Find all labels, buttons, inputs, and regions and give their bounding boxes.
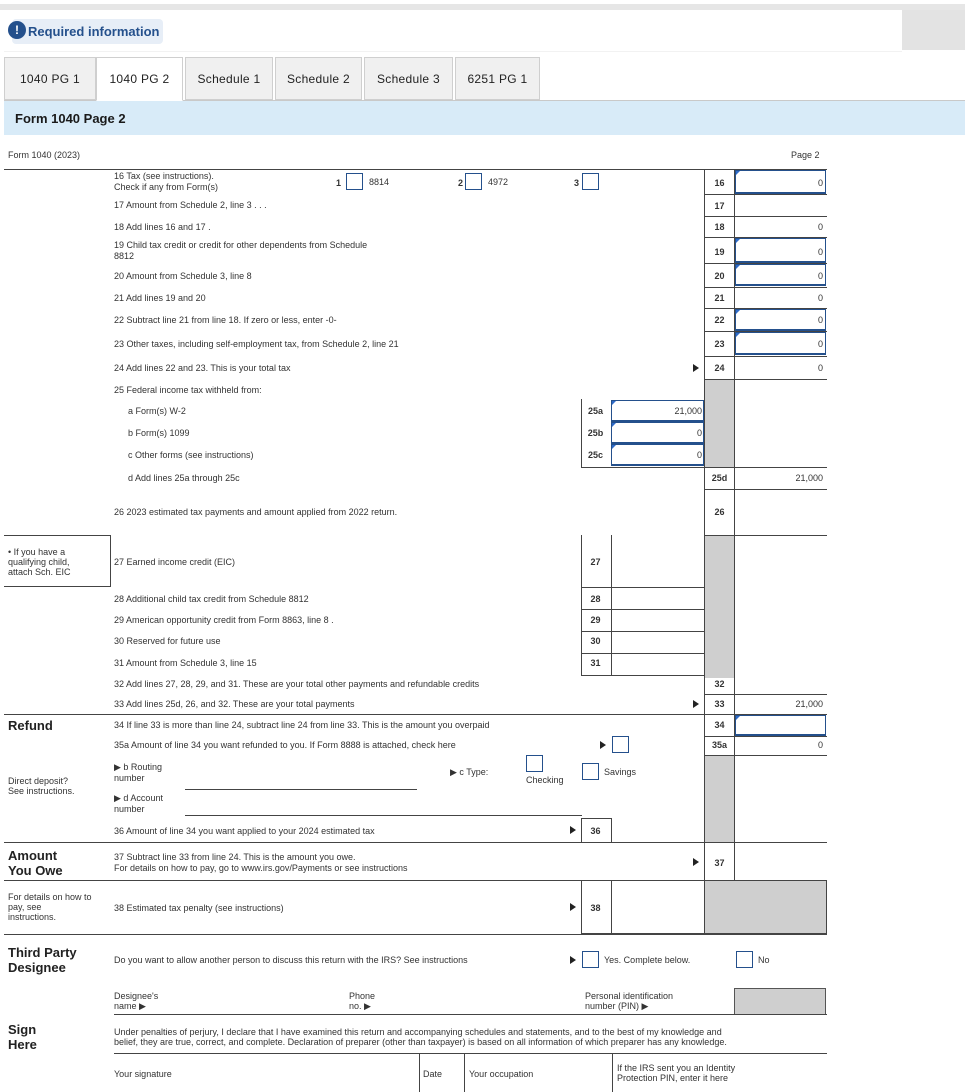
divider [611,880,612,934]
amount-owe-title: Amount You Owe [8,848,63,878]
line28-label: 28 Additional child tax credit from Schedule 8812 [114,594,309,604]
divider [4,586,110,587]
tab-1040-pg2[interactable]: 1040 PG 2 [96,57,183,101]
line-number: 34 [714,720,725,730]
designee-yes-checkbox[interactable] [582,951,599,968]
page-title: Form 1040 Page 2 [4,101,965,135]
arrow-icon [693,700,699,708]
designee-no-label: No [758,955,770,965]
line25d-value: 21,000 [795,473,823,483]
account-type-label: ▶ c Type: [450,767,489,777]
line25a-label: a Form(s) W-2 [128,406,186,416]
line-number: 19 [714,247,725,257]
divider [114,1053,827,1054]
shaded-cell [705,380,734,467]
line-number: 30 [590,636,601,646]
divider [581,675,705,676]
divider [581,631,705,632]
line-number: 37 [714,858,725,868]
divider [581,653,705,654]
designee-phone-label: Phone no. ▶ [349,991,376,1011]
line25b-label: b Form(s) 1099 [128,428,190,438]
divider [611,535,612,676]
divider [611,818,612,842]
line16-label-2: Check if any from Form(s) [114,182,219,192]
line34-label: 34 If line 33 is more than line 24, subtract line 24 from line 33. This is the amount you overpaid [114,720,490,730]
line-number: 25d [711,473,728,483]
tab-6251-pg1[interactable]: 6251 PG 1 [455,57,540,100]
line33-label: 33 Add lines 25d, 26, and 32. These are your total payments [114,699,355,709]
line-number: 24 [714,363,725,373]
shaded-cell [705,756,734,842]
line19-label-2: 8812 [114,251,135,261]
divider [464,1053,465,1092]
divider [581,609,705,610]
line-number: 31 [590,658,601,668]
line16-cb1-num: 1 [336,178,342,188]
line24-value: 0 [817,363,823,373]
line27-label: 27 Earned income credit (EIC) [114,557,236,567]
divider [612,1053,613,1092]
line22-value: 0 [817,315,823,325]
line20-value: 0 [817,271,823,281]
line38-label: 38 Estimated tax penalty (see instructions) [114,903,284,913]
line23-label: 23 Other taxes, including self-employment tax, from Schedule 2, line 21 [114,339,399,349]
form-1040-page2 [0,135,965,1092]
routing-label: ▶ b Routing number [114,762,162,783]
divider [4,714,827,715]
line25c-label: c Other forms (see instructions) [128,450,254,460]
line34-input[interactable] [735,715,826,736]
savings-checkbox[interactable] [582,763,599,780]
line17-label: 17 Amount from Schedule 2, line 3 . . . [114,200,267,210]
form-8814-label: 8814 [369,177,390,187]
designee-no-checkbox[interactable] [736,951,753,968]
divider [704,489,827,490]
tab-schedule-2[interactable]: Schedule 2 [275,57,362,100]
line-number: 22 [714,315,725,325]
sign-here-title: Sign Here [8,1022,37,1052]
designee-name-label: Designee's name ▶ [114,991,159,1011]
divider [581,818,611,819]
line25-label: 25 Federal income tax withheld from: [114,385,262,395]
line30-label: 30 Reserved for future use [114,636,221,646]
tab-schedule-3[interactable]: Schedule 3 [364,57,453,100]
line23-value: 0 [817,339,823,349]
form-4972-label: 4972 [488,177,509,187]
line37-label-2: For details on how to pay, go to www.irs.gov/Payments or see instructions [114,863,408,873]
line-number: 35a [711,740,728,750]
page-label: Page 2 [791,150,820,160]
line24-label: 24 Add lines 22 and 23. This is your total tax [114,363,291,373]
line20-label: 20 Amount from Schedule 3, line 8 [114,271,252,281]
account-number-field[interactable] [185,815,582,816]
divider [4,535,110,536]
divider [419,1053,420,1092]
routing-number-field[interactable] [185,789,417,790]
divider [704,736,827,737]
line32-label: 32 Add lines 27, 28, 29, and 31. These are your total other payments and refundable credits [114,679,480,689]
line25b-value: 0 [696,428,702,438]
line-number: 36 [590,826,601,836]
line37-label: 37 Subtract line 33 from line 24. This is the amount you owe. [114,852,356,862]
line19-label: 19 Child tax credit or credit for other dependents from Schedule [114,240,368,250]
tab-schedule-1[interactable]: Schedule 1 [185,57,273,100]
line22-label: 22 Subtract line 21 from line 18. If zero or less, enter -0- [114,315,337,325]
line25a-value: 21,000 [674,406,702,416]
divider [4,842,827,843]
divider [110,535,111,587]
third-party-question: Do you want to allow another person to discuss this return with the IRS? See instructions [114,955,468,965]
line29-label: 29 American opportunity credit from Form 8863, line 8 . [114,615,334,625]
divider [704,694,827,695]
line-number: 38 [590,903,601,913]
line18-label: 18 Add lines 16 and 17 . [114,222,211,232]
line-number: 17 [714,201,725,211]
ip-pin-label: If the IRS sent you an Identity Protection PIN, enter it here [617,1063,736,1083]
shaded-cell [705,536,734,678]
alert-icon: ! [8,21,26,39]
occupation-label: Your occupation [469,1069,534,1079]
line-number: 33 [714,699,725,709]
line16-value: 0 [817,178,823,188]
divider [114,1014,827,1015]
line25d-label: d Add lines 25a through 25c [128,473,240,483]
arrow-icon [570,826,576,834]
arrow-icon [570,903,576,911]
checking-label: Checking [526,775,564,785]
line36-label: 36 Amount of line 34 you want applied to your 2024 estimated tax [114,826,375,836]
divider [704,287,827,288]
line18-value: 0 [817,222,823,232]
arrow-icon [570,956,576,964]
line16-cb2-num: 2 [458,178,464,188]
form-4972-checkbox[interactable] [465,173,482,190]
required-info-bar [4,10,902,52]
line-number: 28 [590,594,601,604]
direct-deposit-note: Direct deposit? See instructions. [8,776,75,796]
savings-label: Savings [604,767,637,777]
line-number: 29 [590,615,601,625]
divider [4,880,827,881]
form-8888-checkbox[interactable] [612,736,629,753]
line-number: 18 [714,222,725,232]
line35a-value: 0 [817,740,823,750]
checking-checkbox[interactable] [526,755,543,772]
line16-cb3-num: 3 [574,178,580,188]
your-signature-label: Your signature [114,1069,172,1079]
form-label: Form 1040 (2023) [8,150,81,160]
shaded-cell [705,881,826,934]
line33-value: 21,000 [795,699,823,709]
divider [826,880,827,934]
line21-value: 0 [817,293,823,303]
perjury-statement: Under penalties of perjury, I declare that I have examined this return and accompanying schedules and statements, and to the best of my knowledge and belief, they are true, correct, and complete. Declaration of preparer (other than taxpayer) is based on all information of which preparer has any knowledge. [114,1027,727,1047]
line-number: 16 [714,178,725,188]
date-label: Date [423,1069,443,1079]
arrow-icon [693,364,699,372]
line-number: 25b [587,428,604,438]
divider [704,216,827,217]
line-number: 25c [587,450,604,460]
line35a-label: 35a Amount of line 34 you want refunded to you. If Form 8888 is attached, check here [114,740,456,750]
line-number: 23 [714,339,725,349]
divider [581,467,827,468]
line-number: 20 [714,271,725,281]
refund-title: Refund [8,718,53,733]
required-info-button[interactable]: Required information [12,19,163,44]
line-number: 26 [714,507,725,517]
line26-label: 26 2023 estimated tax payments and amount applied from 2022 return. [114,507,398,517]
account-label: ▶ d Account number [114,793,163,814]
arrow-icon [600,741,606,749]
divider [581,587,705,588]
tab-1040-pg1[interactable]: 1040 PG 1 [4,57,96,100]
pay-details-note: For details on how to pay, see instructions. [8,892,92,922]
line16-other-checkbox[interactable] [582,173,599,190]
form-8814-checkbox[interactable] [346,173,363,190]
header-side-panel [902,10,965,50]
divider [704,356,827,357]
line31-label: 31 Amount from Schedule 3, line 15 [114,658,257,668]
line-number: 32 [714,679,725,689]
eic-note: • If you have a qualifying child, attach Sch. EIC [8,547,71,577]
line-number: 25a [587,406,604,416]
line-number: 21 [714,293,725,303]
line19-value: 0 [817,247,823,257]
designee-pin-field[interactable] [734,988,826,1015]
line-number: 27 [590,557,601,567]
designee-yes-label: Yes. Complete below. [604,955,691,965]
divider [4,934,827,935]
designee-pin-label: Personal identification number (PIN) ▶ [585,991,674,1011]
divider [704,194,827,195]
line25c-value: 0 [696,450,702,460]
third-party-title: Third Party Designee [8,945,77,975]
arrow-icon [693,858,699,866]
line16-label: 16 Tax (see instructions). [114,171,214,181]
form-tabs [4,57,965,101]
line21-label: 21 Add lines 19 and 20 [114,293,206,303]
